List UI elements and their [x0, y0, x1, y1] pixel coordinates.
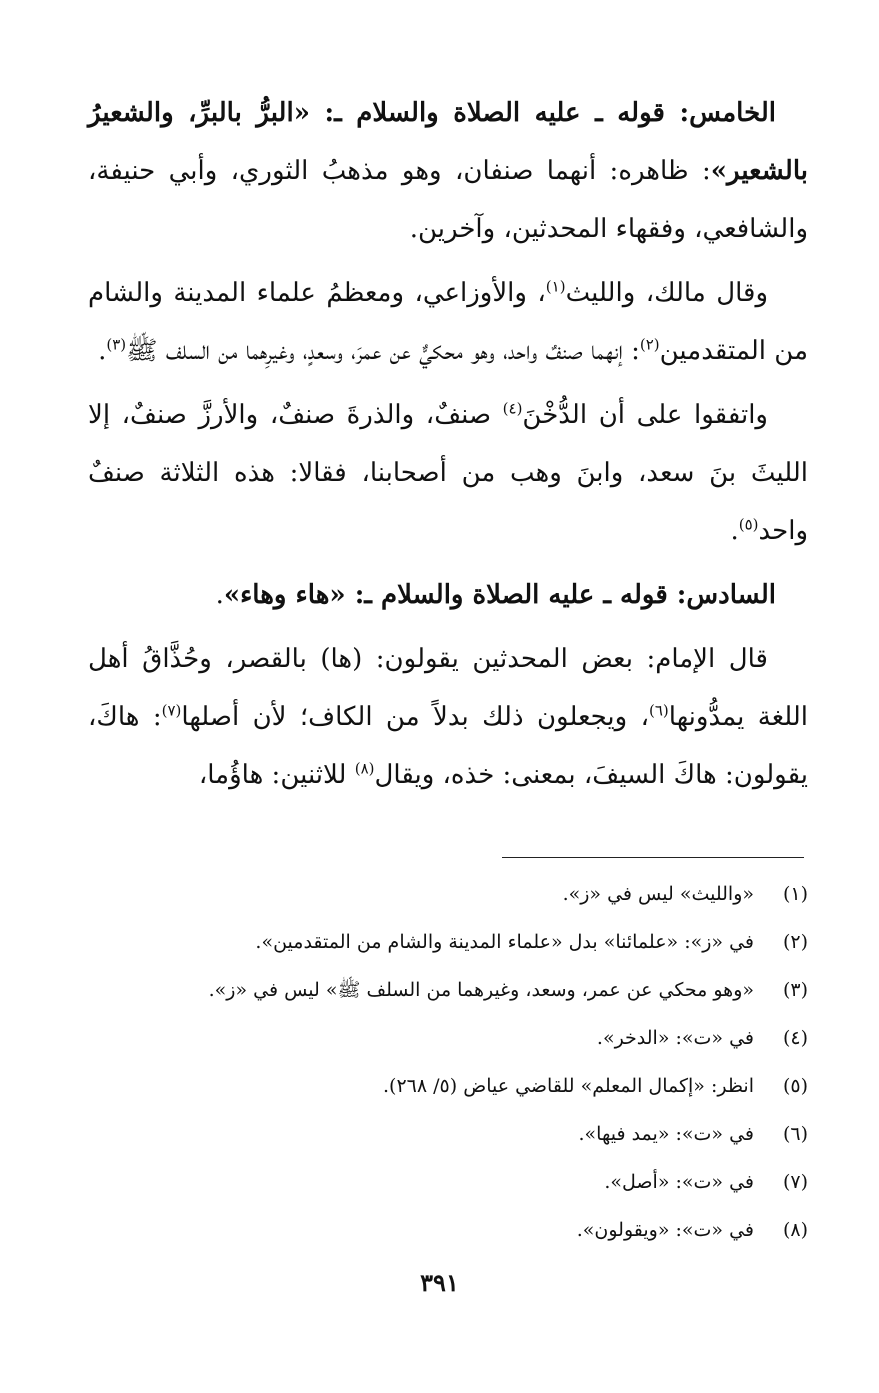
footnote-ref-8[interactable]: (٨) — [354, 759, 375, 778]
footnote-number: (٢) — [782, 931, 808, 953]
fifth-commentary: : ظاهره: أنهما صنفان، وهو مذهبُ الثوري، وأبي حنيفة، والشافعي، وفقهاء المحدثين، وآخرين. — [88, 156, 808, 244]
footnote-number: (١) — [782, 883, 808, 905]
text-run: : إنهما صنفٌ واحد، وهو محكيٌّ عن عمرَ، وسعدٍ، وغيرِهما من السلف ﷺ — [126, 336, 640, 366]
footnote-item — [88, 966, 808, 1014]
footnote-divider — [502, 857, 804, 858]
footnote-item — [88, 918, 808, 966]
footnote-text: في «ت»: «أصل». — [604, 1171, 754, 1193]
footnote-ref-1[interactable]: (١) — [545, 277, 566, 296]
footnote-ref-2[interactable]: (٢) — [639, 335, 660, 354]
paragraph-agreement — [88, 386, 808, 560]
page-body — [88, 84, 808, 810]
footnote-ref-6[interactable]: (٦) — [648, 701, 669, 720]
text-run: وقال مالك، والليث — [565, 278, 768, 308]
footnote-item — [88, 1206, 808, 1254]
footnote-text: «وهو محكي عن عمر، وسعد، وغيرهما من السلف ﷺ» ليس في «ز». — [208, 979, 754, 1001]
footnote-text: في «ت»: «الدخر». — [596, 1027, 754, 1049]
text-run: ، ويجعلون ذلك بدلاً من الكاف؛ لأن أصلها — [181, 702, 649, 732]
footnote-text: انظر: «إكمال المعلم» للقاضي عياض (٥/ ٢٦٨). — [383, 1075, 754, 1097]
text-run: قال الإمام: بعض المحدثين يقولون: (ها) بالقصر، وحُذَّاقُ أهل اللغة يمدُّونها — [88, 644, 809, 732]
footnote-item — [88, 1062, 808, 1110]
paragraph-imam — [88, 630, 808, 804]
footnote-ref-4[interactable]: (٤) — [502, 399, 523, 418]
footnote-item — [88, 1014, 808, 1062]
text-run: . — [98, 336, 107, 366]
footnotes-list — [88, 870, 808, 1254]
footnote-item — [88, 870, 808, 918]
fifth-hadith-label: الخامس: قوله ـ عليه الصلاة والسلام ـ: «البرُّ بالبرِّ، والشعيرُ بالشعير» — [88, 98, 808, 186]
text-run: : هاكَ، يقولون: هاكَ السيفَ، بمعنى: خذه، ويقال — [88, 702, 808, 790]
footnote-ref-3[interactable]: (٣) — [106, 335, 127, 354]
footnote-number: (٧) — [782, 1171, 808, 1193]
footnote-ref-5[interactable]: (٥) — [738, 515, 759, 534]
sixth-hadith-label: السادس: قوله ـ عليه الصلاة والسلام ـ: «هاء وهاء» — [223, 580, 776, 610]
footnote-number: (٤) — [782, 1027, 808, 1049]
footnote-number: (٨) — [782, 1219, 808, 1241]
text-run: صنفٌ، والذرةَ صنفٌ، والأرزَّ صنفٌ، إلا الليثَ بنَ سعد، وابنَ وهب من أصحابنا، فقالا: هذه الثلاثة صنفٌ واحد — [88, 400, 808, 546]
footnote-number: (٣) — [782, 979, 808, 1001]
page-number: ٣٩١ — [420, 1268, 459, 1297]
footnote-item — [88, 1110, 808, 1158]
text-run: . — [215, 580, 224, 610]
footnote-number: (٥) — [782, 1075, 808, 1097]
paragraph-sixth — [88, 566, 808, 624]
footnote-text: في «ت»: «ويقولون». — [576, 1219, 754, 1241]
paragraph-malik-opinion — [88, 264, 808, 380]
text-run: ، والأوزاعي، ومعظمُ علماء المدينة والشام من المتقدمين — [88, 278, 808, 366]
text-run: للاثنين: هاؤُما، — [198, 760, 355, 790]
footnote-text: في «ز»: «علمائنا» بدل «علماء المدينة والشام من المتقدمين». — [255, 931, 754, 953]
text-run: . — [730, 516, 739, 546]
footnote-number: (٦) — [782, 1123, 808, 1145]
footnote-ref-7[interactable]: (٧) — [161, 701, 182, 720]
footnote-text: في «ت»: «يمد فيها». — [578, 1123, 754, 1145]
text-run: واتفقوا على أن الدُّخْنَ — [522, 400, 768, 430]
paragraph-fifth — [88, 84, 808, 258]
footnote-text: «والليث» ليس في «ز». — [562, 883, 754, 905]
footnote-item — [88, 1158, 808, 1206]
